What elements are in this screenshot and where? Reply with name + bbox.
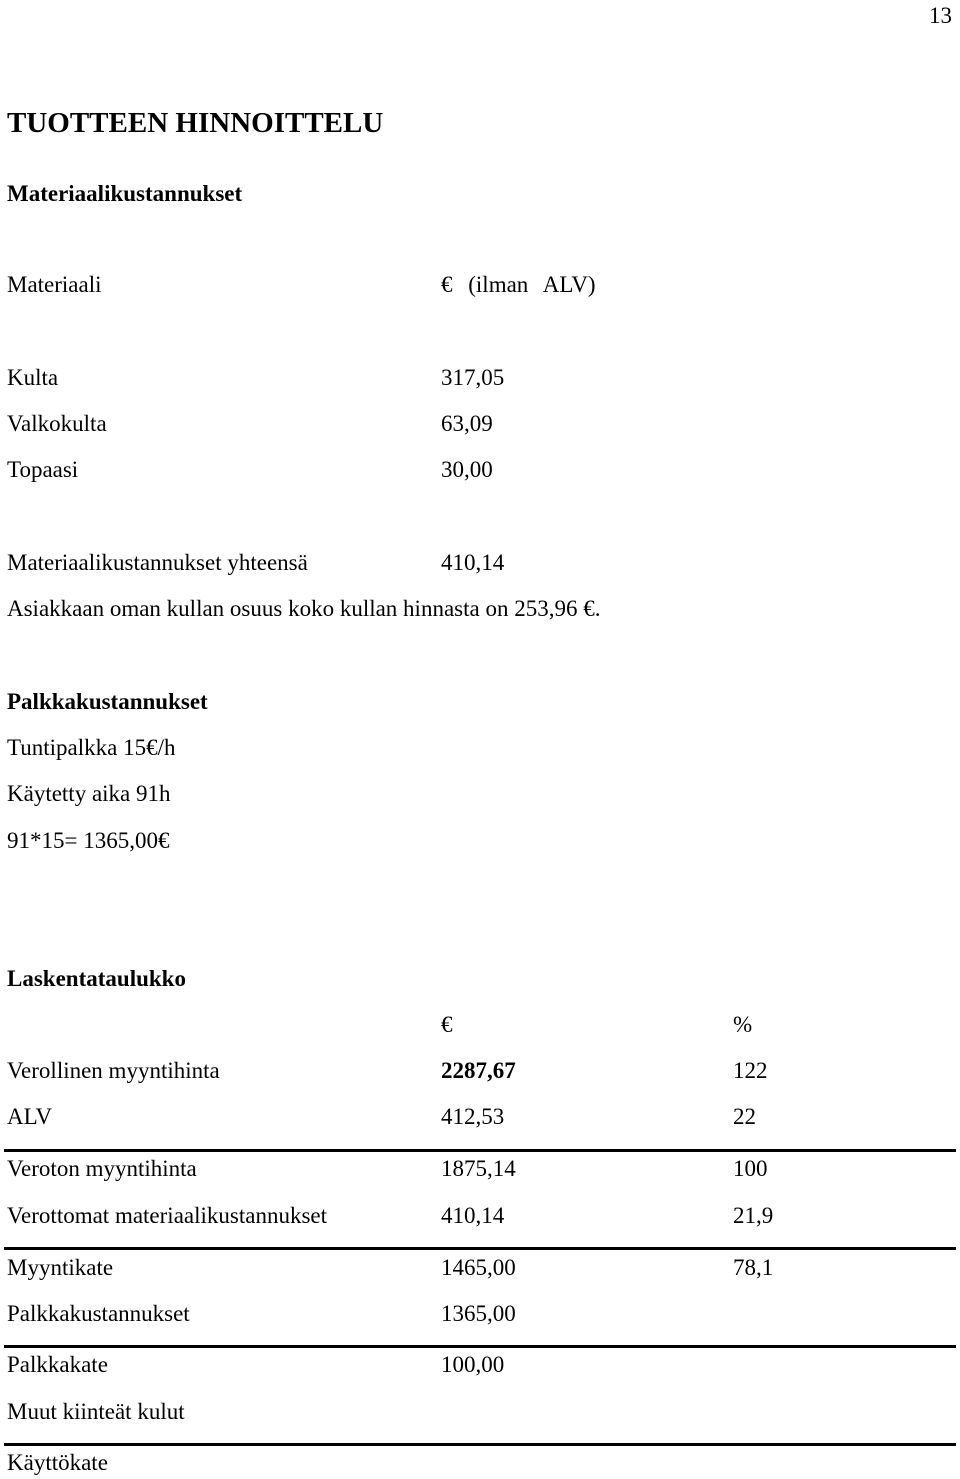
calc-row-euro: 1875,14 [441, 1156, 516, 1181]
labor-hourly-wage: Tuntipalkka 15€/h [7, 735, 176, 760]
materials-column-unit: € (ilman ALV) [441, 272, 596, 297]
calc-row-euro: 100,00 [441, 1352, 505, 1377]
table-divider [4, 1149, 956, 1152]
calc-row-label: ALV [7, 1104, 53, 1129]
table-divider [4, 1443, 956, 1446]
calc-row-percent: 78,1 [733, 1255, 774, 1280]
calc-row-euro: 412,53 [441, 1104, 505, 1129]
calc-column-percent: % [733, 1012, 753, 1037]
material-value-white-gold: 63,09 [441, 411, 493, 436]
material-name-white-gold: Valkokulta [7, 411, 107, 436]
calc-row-label: Käyttökate [7, 1450, 108, 1475]
calc-row-label: Verottomat materiaalikustannukset [7, 1203, 327, 1228]
calc-row-percent: 21,9 [733, 1203, 774, 1228]
material-value-topaz: 30,00 [441, 457, 493, 482]
materials-note: Asiakkaan oman kullan osuus koko kullan hinnasta on 253,96 €. [7, 596, 601, 621]
calc-row-label: Palkkakate [7, 1352, 108, 1377]
labor-time-used: Käytetty aika 91h [7, 781, 171, 806]
calc-row-percent: 100 [733, 1156, 768, 1181]
calc-row-euro: 1465,00 [441, 1255, 516, 1280]
materials-total-label: Materiaalikustannukset yhteensä [7, 550, 308, 575]
materials-heading: Materiaalikustannukset [7, 181, 243, 206]
calc-row-label: Palkkakustannukset [7, 1301, 190, 1326]
calc-row-euro: 1365,00 [441, 1301, 516, 1326]
page-number: 13 [929, 3, 952, 28]
labor-total: 91*15= 1365,00€ [7, 828, 170, 853]
calc-heading: Laskentataulukko [7, 966, 186, 991]
material-value-gold: 317,05 [441, 365, 505, 390]
calc-row-percent: 22 [733, 1104, 756, 1129]
page-title: TUOTTEEN HINNOITTELU [7, 107, 384, 139]
material-name-gold: Kulta [7, 365, 59, 390]
calc-row-euro: 410,14 [441, 1203, 505, 1228]
table-divider [4, 1247, 956, 1250]
table-divider [4, 1345, 956, 1348]
calc-column-euro: € [441, 1012, 453, 1037]
labor-heading: Palkkakustannukset [7, 689, 208, 714]
materials-column-label: Materiaali [7, 272, 102, 297]
calc-row-label: Muut kiinteät kulut [7, 1399, 185, 1424]
materials-total-value: 410,14 [441, 550, 505, 575]
material-name-topaz: Topaasi [7, 457, 79, 482]
calc-row-percent: 122 [733, 1058, 768, 1083]
calc-row-label: Myyntikate [7, 1255, 114, 1280]
calc-row-euro: 2287,67 [441, 1058, 516, 1083]
calc-row-label: Veroton myyntihinta [7, 1156, 197, 1181]
calc-row-label: Verollinen myyntihinta [7, 1058, 220, 1083]
